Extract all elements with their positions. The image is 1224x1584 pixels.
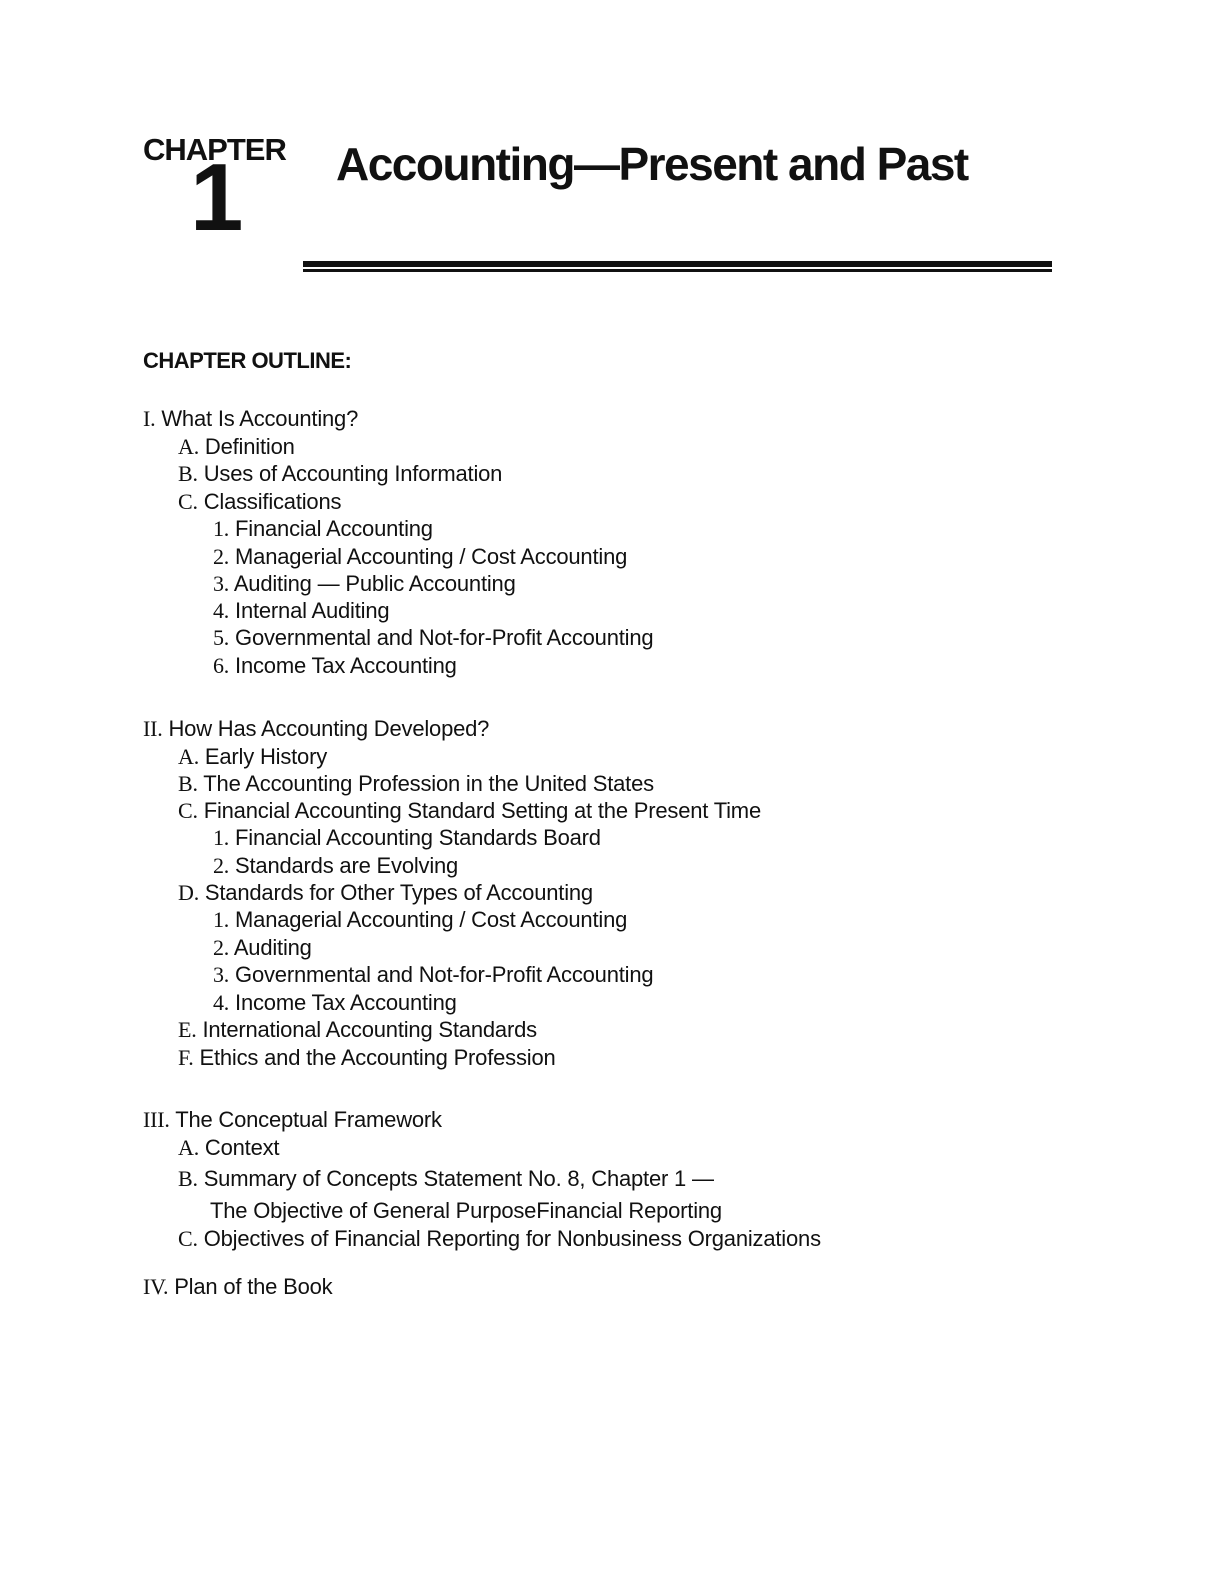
outline-item (178, 460, 502, 488)
outline-text: Plan of the Book (174, 1274, 333, 1299)
outline-marker: B. (178, 1166, 198, 1191)
outline-marker: IV. (143, 1274, 169, 1299)
outline-marker: F. (178, 1045, 194, 1070)
outline-section (143, 1106, 442, 1134)
outline-text: Classifications (203, 489, 342, 514)
title-rule-thick (303, 261, 1052, 267)
outline-marker: C. (178, 489, 198, 514)
outline-text: Context (204, 1135, 280, 1160)
outline-marker: C. (178, 1226, 198, 1251)
title-double-rule (303, 261, 1052, 272)
outline-marker: 4. (213, 990, 230, 1015)
outline-marker: D. (178, 880, 199, 905)
outline-subitem (213, 852, 458, 880)
outline-subitem (213, 652, 457, 680)
outline-marker: B. (178, 461, 198, 486)
outline-text: Managerial Accounting / Cost Accounting (235, 907, 628, 932)
outline-marker: E. (178, 1017, 197, 1042)
outline-item (178, 770, 654, 798)
outline-subitem (213, 934, 312, 962)
outline-marker: 3. (213, 571, 230, 596)
outline-marker: II. (143, 716, 163, 741)
outline-text: Internal Auditing (235, 598, 390, 623)
outline-item (178, 488, 341, 516)
outline-item (178, 797, 761, 825)
outline-subitem (213, 824, 601, 852)
outline-text: Governmental and Not-for-Profit Accounting (235, 962, 654, 987)
outline-item-continuation (210, 1197, 722, 1225)
outline-marker: 5. (213, 625, 230, 650)
outline-text: The Conceptual Framework (175, 1107, 442, 1132)
outline-text: Ethics and the Accounting Profession (199, 1045, 556, 1070)
outline-subitem (213, 989, 457, 1017)
outline-marker: 4. (213, 598, 230, 623)
outline-marker: A. (178, 1135, 199, 1160)
outline-text: Financial Accounting (235, 516, 433, 541)
outline-text: Standards are Evolving (235, 853, 459, 878)
outline-text: Income Tax Accounting (235, 653, 457, 678)
outline-text: Auditing — Public Accounting (233, 571, 516, 596)
outline-item (178, 1165, 714, 1193)
outline-marker: 1. (213, 825, 230, 850)
outline-item (178, 1134, 279, 1162)
outline-subitem (213, 570, 516, 598)
outline-subitem (213, 543, 627, 571)
outline-marker: 1. (213, 516, 230, 541)
outline-marker: 2. (213, 935, 230, 960)
outline-subitem (213, 515, 433, 543)
title-rule-thin (303, 269, 1052, 272)
outline-marker: A. (178, 434, 199, 459)
chapter-title: Accounting—Present and Past (336, 138, 968, 190)
outline-text: Early History (204, 744, 328, 769)
outline-item (178, 1225, 821, 1253)
outline-text: Summary of Concepts Statement No. 8, Chapter 1 — (203, 1166, 714, 1191)
outline-item (178, 879, 593, 907)
outline-section (143, 405, 358, 433)
outline-text: International Accounting Standards (202, 1017, 537, 1042)
outline-marker: 1. (213, 907, 230, 932)
outline-text: Managerial Accounting / Cost Accounting (235, 544, 628, 569)
outline-marker: B. (178, 771, 198, 796)
outline-heading: CHAPTER OUTLINE: (143, 348, 352, 373)
chapter-number: 1 (190, 144, 242, 251)
outline-text: Financial Accounting Standard Setting at the Present Time (203, 798, 761, 823)
outline-text: The Accounting Profession in the United States (203, 771, 654, 796)
outline-text: Income Tax Accounting (235, 990, 457, 1015)
outline-marker: 6. (213, 653, 230, 678)
outline-item (178, 433, 295, 461)
outline-subitem (213, 597, 389, 625)
outline-text: Auditing (233, 935, 312, 960)
outline-marker: C. (178, 798, 198, 823)
outline-item (178, 743, 327, 771)
outline-marker: III. (143, 1107, 170, 1132)
outline-text: Standards for Other Types of Accounting (204, 880, 593, 905)
outline-item (178, 1044, 556, 1072)
outline-section (143, 1273, 332, 1301)
outline-subitem (213, 961, 653, 989)
outline-text: Uses of Accounting Information (203, 461, 503, 486)
outline-item (178, 1016, 537, 1044)
outline-text: The Objective of General PurposeFinancial Reporting (210, 1198, 722, 1223)
outline-marker: 2. (213, 544, 230, 569)
outline-marker: 3. (213, 962, 230, 987)
outline-text: Governmental and Not-for-Profit Accounting (235, 625, 654, 650)
outline-marker: I. (143, 406, 156, 431)
outline-text: Objectives of Financial Reporting for Nonbusiness Organizations (203, 1226, 821, 1251)
outline-subitem (213, 624, 653, 652)
outline-marker: A. (178, 744, 199, 769)
chapter-label: CHAPTER (143, 132, 286, 167)
outline-marker: 2. (213, 853, 230, 878)
outline-text: Financial Accounting Standards Board (235, 825, 601, 850)
outline-text: Definition (204, 434, 295, 459)
outline-subitem (213, 906, 627, 934)
outline-text: How Has Accounting Developed? (168, 716, 490, 741)
outline-text: What Is Accounting? (161, 406, 359, 431)
outline-section (143, 715, 489, 743)
